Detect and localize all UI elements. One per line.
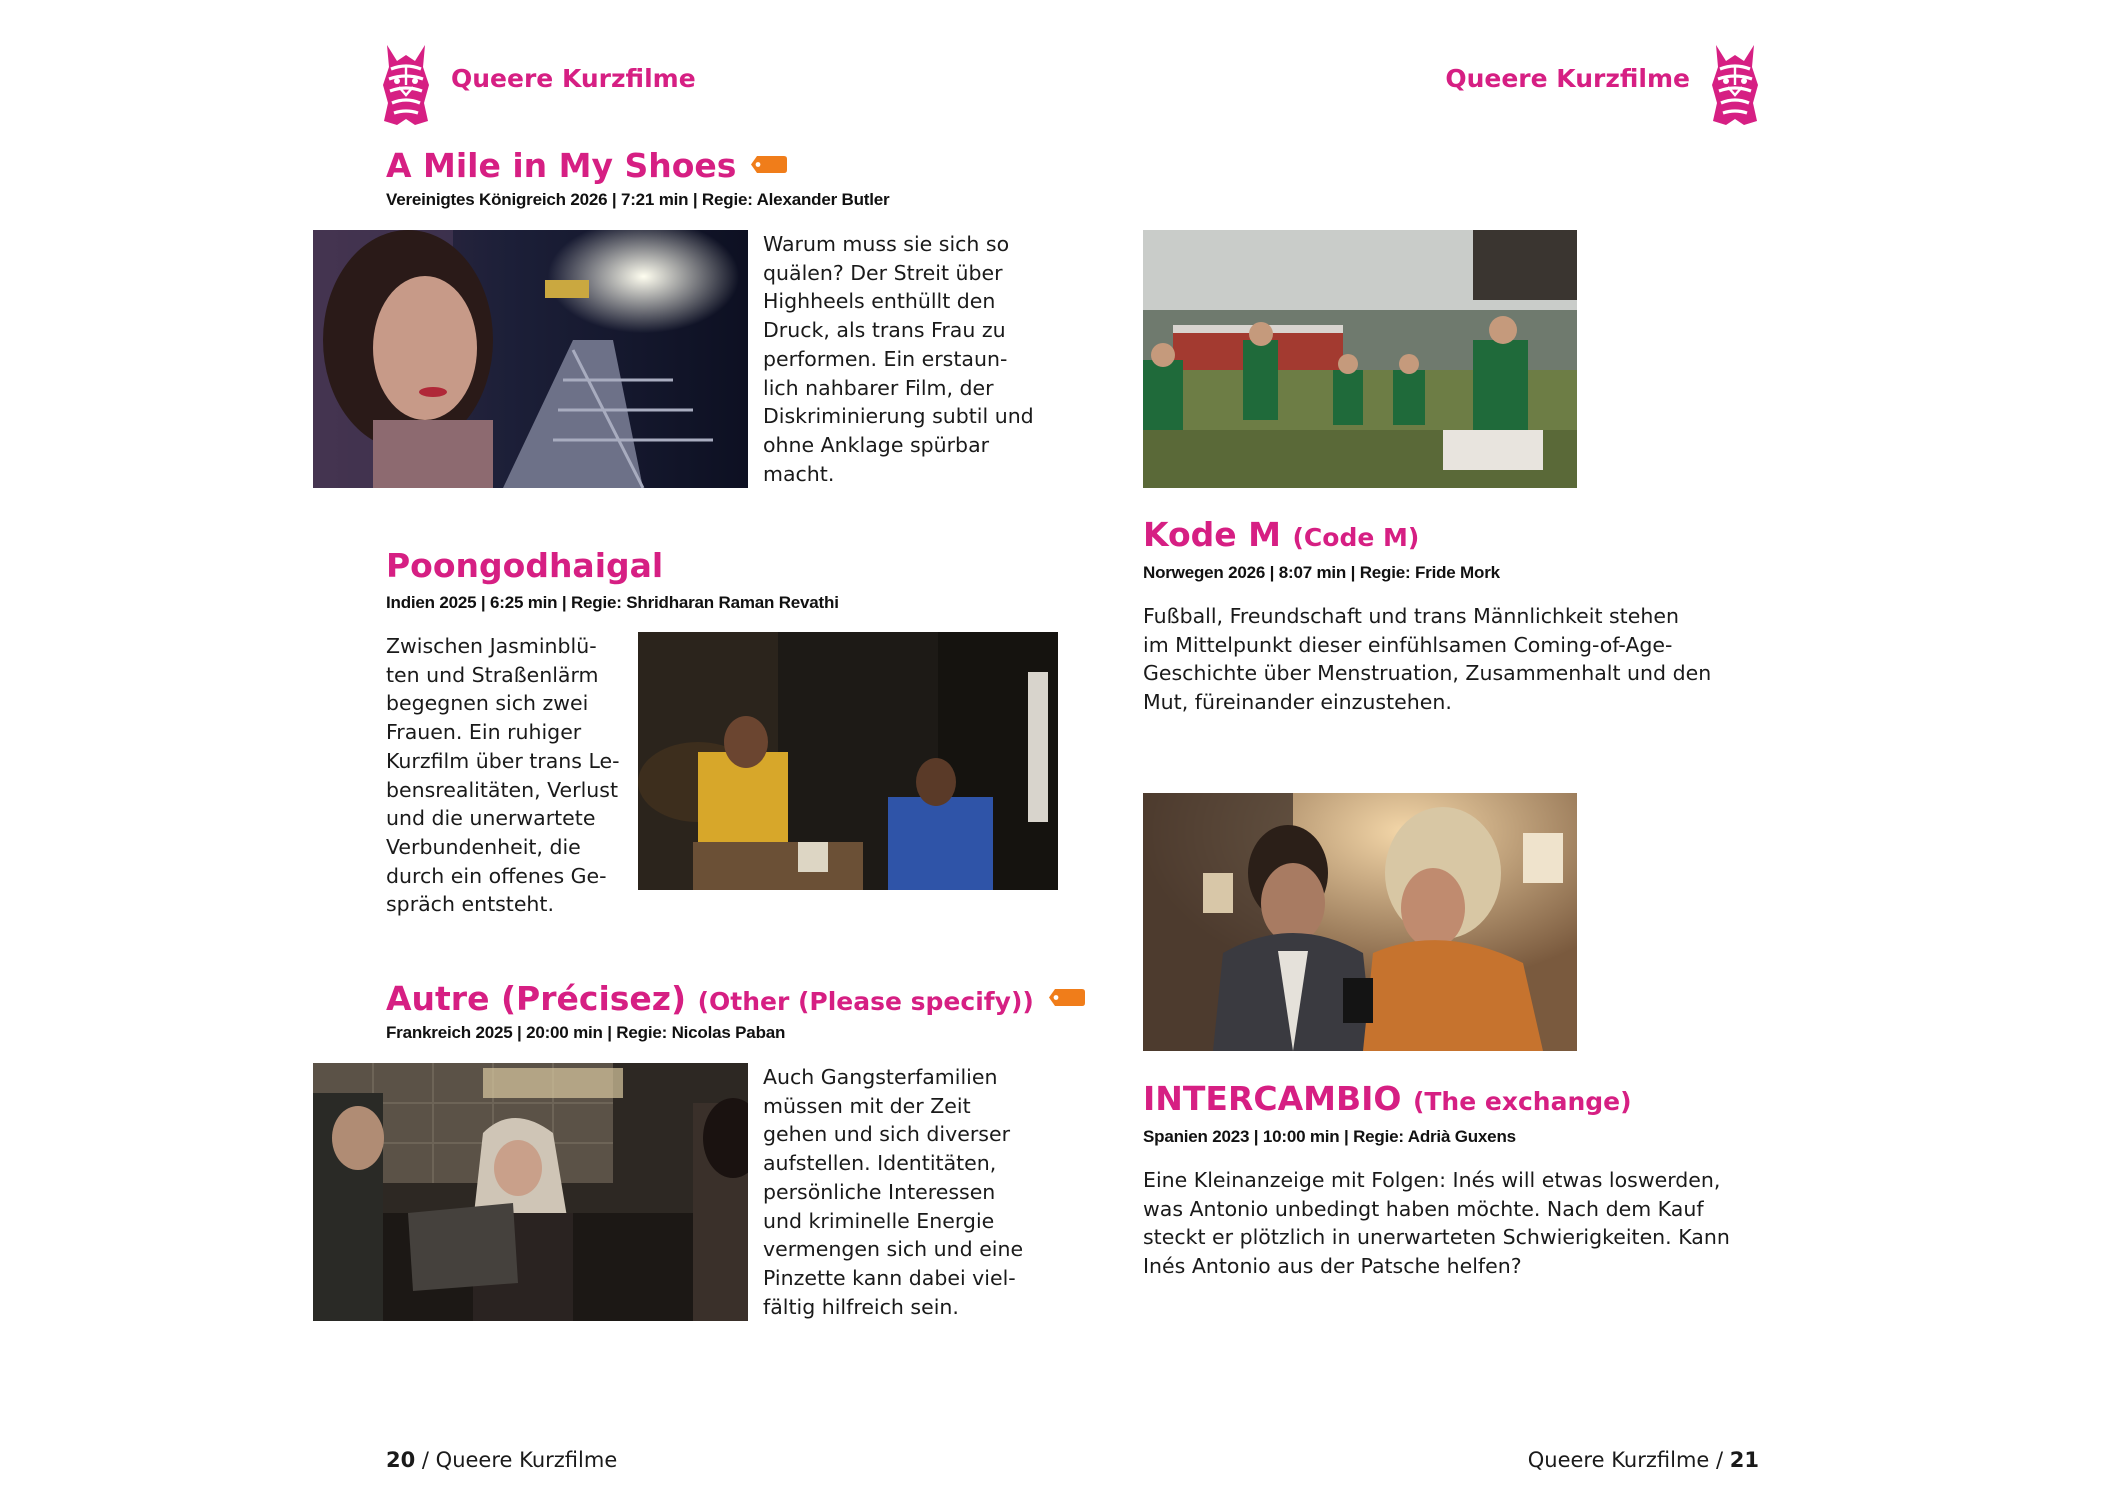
film-description: Auch Gangsterfamilien müssen mit der Zeit gehen und sich diverser aufstellen. Identitäten, persönliche Interessen und kriminelle Energie vermengen sich und eine Pinzette kann dabei viel- fältig hilfreich sein. bbox=[763, 1065, 1024, 1319]
film-description: Fußball, Freundschaft und trans Männlichkeit stehen im Mittelpunkt dieser einfühlsamen Coming-of-Age- Geschichte über Menstruation, Zusammenhalt und den Mut, füreinander einzustehen. bbox=[1143, 604, 1712, 715]
film-meta: Indien 2025 | 6:25 min | Regie: Shridharan Raman Revathi bbox=[386, 593, 839, 612]
film-meta: Norwegen 2026 | 8:07 min | Regie: Fride Mork bbox=[1143, 563, 1500, 582]
film-description: Eine Kleinanzeige mit Folgen: Inés will etwas loswerden, was Antonio unbedingt haben möchte. Nach dem Kauf steckt er plötzlich in unerwarteten Schwierigkeiten. Kann Inés Antonio aus der Patsche helfen? bbox=[1143, 1168, 1730, 1279]
film-title: INTERCAMBIO (The exchange) bbox=[1143, 1079, 1632, 1118]
film-still-photo bbox=[1143, 230, 1577, 488]
film-title: Poongodhaigal bbox=[386, 546, 664, 585]
section-label-left: Queere Kurzfilme bbox=[451, 64, 696, 93]
film-title: Autre (Précisez) (Other (Please specify)) bbox=[386, 976, 1086, 1022]
film-meta: Vereinigtes Königreich 2026 | 7:21 min | Regie: Alexander Butler bbox=[386, 190, 890, 209]
section-label-right: Queere Kurzfilme bbox=[1445, 64, 1690, 93]
film-title: Kode M (Code M) bbox=[1143, 515, 1420, 554]
film-description: Zwischen Jasminblü- ten und Straßenlärm begegnen sich zwei Frauen. Ein ruhiger Kurzfilm über trans Le- bensrealitäten, Verlust und die unerwartete Verbundenheit, die durch ein offenes Ge- spräch entsteht. bbox=[386, 634, 620, 917]
page-number: 21 bbox=[1729, 1448, 1759, 1472]
film-still-photo bbox=[1143, 793, 1577, 1051]
page-footer-left bbox=[386, 1448, 617, 1472]
ticket-tag-icon bbox=[1048, 976, 1086, 995]
film-still-photo bbox=[313, 1063, 748, 1321]
footer-label: Queere Kurzfilme / bbox=[1527, 1448, 1724, 1472]
page-footer-right bbox=[1528, 1448, 1759, 1472]
footer-label: / Queere Kurzfilme bbox=[421, 1448, 618, 1472]
film-description: Warum muss sie sich so quälen? Der Streit über Highheels enthüllt den Druck, als trans Frau zu performen. Ein erstaun- lich nahbarer Film, der Diskriminierung subtil und ohne Anklage spürbar macht. bbox=[763, 232, 1034, 486]
film-meta: Spanien 2023 | 10:00 min | Regie: Adrià Guxens bbox=[1143, 1127, 1516, 1146]
page-number: 20 bbox=[386, 1448, 416, 1472]
film-still-photo bbox=[313, 230, 748, 488]
zebra-logo-icon bbox=[377, 41, 435, 127]
ticket-tag-icon bbox=[750, 143, 788, 162]
film-meta: Frankreich 2025 | 20:00 min | Regie: Nicolas Paban bbox=[386, 1023, 786, 1042]
zebra-logo-icon bbox=[1706, 41, 1764, 127]
film-title: A Mile in My Shoes bbox=[386, 143, 788, 186]
film-still-photo bbox=[638, 632, 1058, 890]
